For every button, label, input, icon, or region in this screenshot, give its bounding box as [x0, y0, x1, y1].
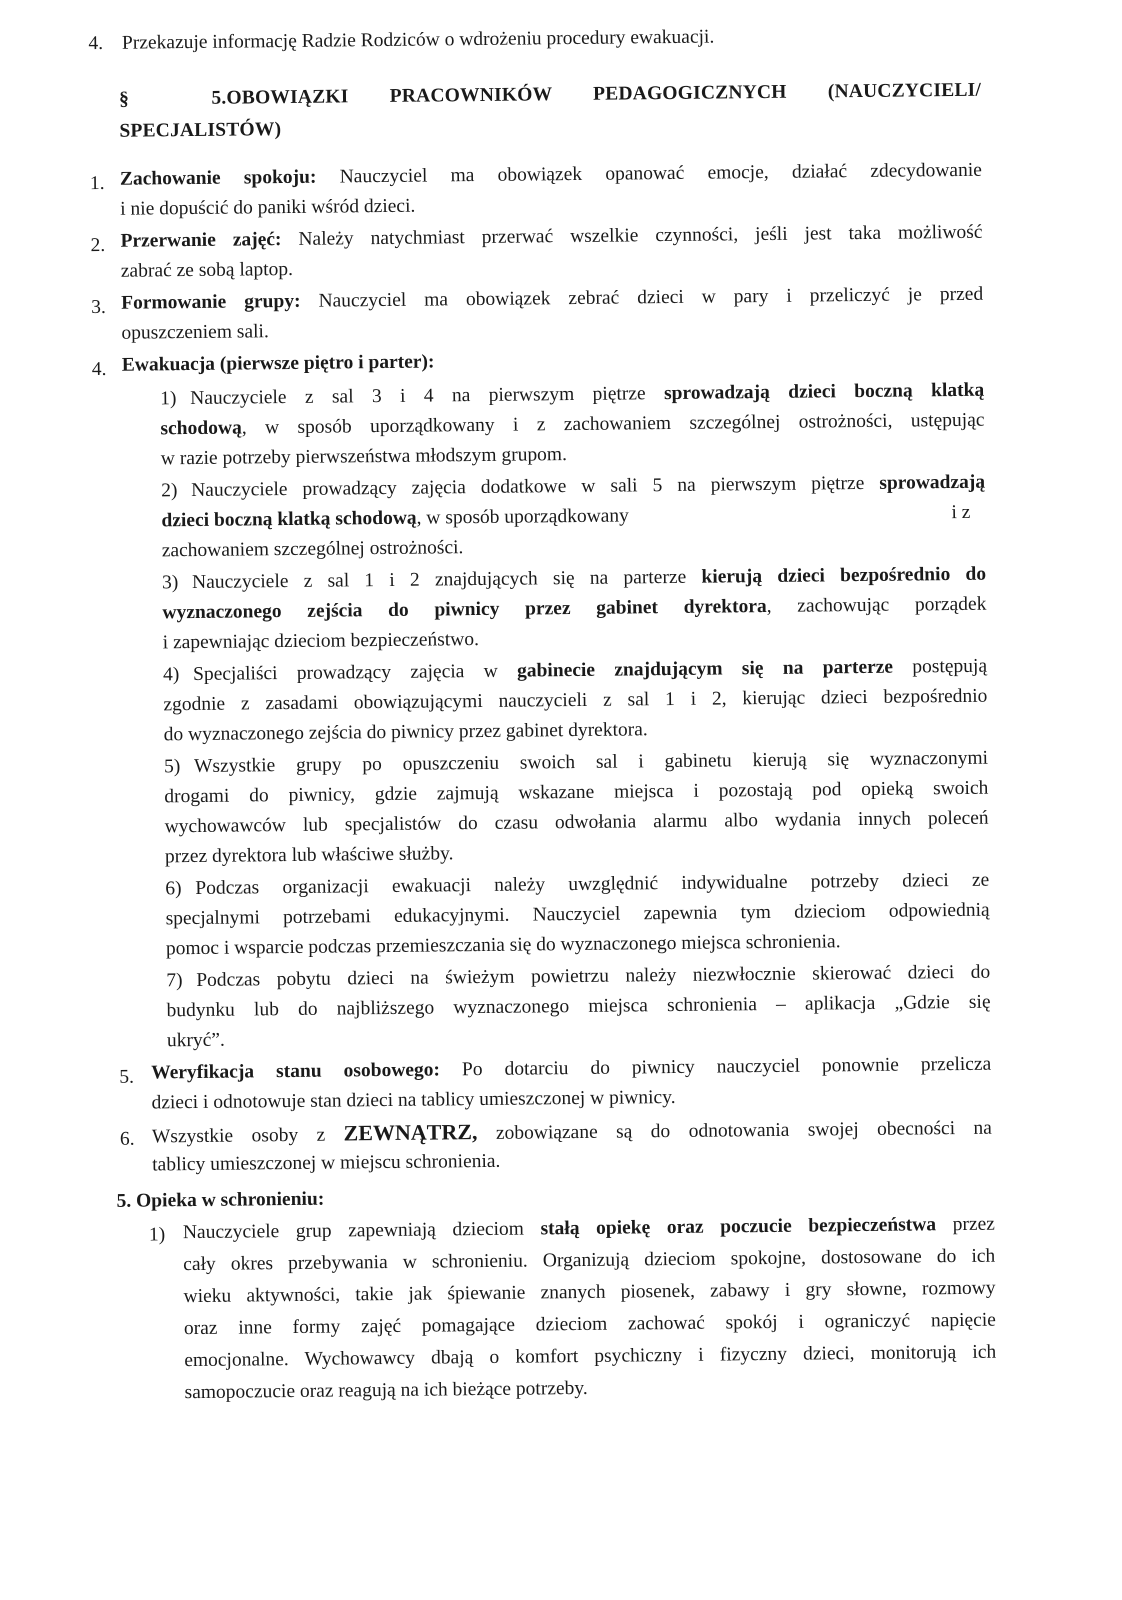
subitem-line: zachowaniem szczególnej ostrożności.: [161, 537, 464, 562]
item-title: Zachowanie spokoju:: [119, 166, 317, 190]
subitem: Nauczyciele grup zapewniają dzieciom stałą opiekę oraz poczucie bezpieczeństwa przez: [182, 1213, 995, 1244]
item-title: Ewakuacja (pierwsze piętro i parter):: [121, 351, 435, 376]
subitem-number: 7): [166, 970, 183, 992]
subitem-line: cały okres przebywania w schronieniu. Organizują dzieciom spokojne, dostosowane do ich: [183, 1245, 996, 1276]
subitem-line: emocjonalne. Wychowawcy dbają o komfort psychiczny i fizyczny dzieci, monitorują ich: [184, 1341, 997, 1372]
subitem-line: budynku lub do najbliższego wyznaczonego miejsca schronienia – aplikacja „Gdzie się: [166, 991, 991, 1022]
item-text: tablicy umieszczonej w miejscu schronienia.: [152, 1150, 501, 1176]
subitem-line: dzieci boczną klatką schodową, w sposób uporządkowany: [161, 505, 630, 532]
subitem-number: 6): [165, 878, 182, 900]
item-number: 2.: [90, 234, 106, 257]
subitem-line: ukryć”.: [166, 1029, 225, 1052]
item-text: zabrać ze sobą laptop.: [120, 258, 294, 282]
subitem: Wszystkie grupy po opuszczeniu swoich sal i gabinetu kierują się wyznaczonymi: [193, 747, 989, 778]
subitem-line: specjalnymi potrzebami edukacyjnymi. Nauczyciel zapewnia tym dzieciom odpowiednią: [165, 899, 990, 930]
subitem: Nauczyciele prowadzący zajęcia dodatkowe w sali 5 na pierwszym piętrze sprowadzają: [191, 471, 986, 502]
intro-item: [88, 23, 714, 60]
subitem-line: i zapewniając dzieciom bezpieczeństwo.: [162, 629, 480, 654]
item-title: Formowanie grupy:: [121, 290, 301, 314]
intro-text: Przekazuje informację Radzie Rodziców o wdrożeniu procedury ewakuacji.: [121, 26, 715, 54]
item-number: 6.: [119, 1128, 135, 1150]
subitem: Nauczyciele z sal 3 i 4 na pierwszym piętrze sprowadzają dzieci boczną klatką: [190, 379, 985, 410]
section-title: § 5.OBOWIĄZKI PRACOWNIKÓW PEDAGOGICZNYCH (NAUCZYCIELI/: [118, 79, 982, 110]
subitem-line-tail: i z: [951, 501, 971, 524]
item-number: 3.: [91, 296, 106, 319]
item-text: i nie dopuścić do paniki wśród dzieci.: [120, 195, 416, 220]
subitem-number: 4): [162, 664, 180, 686]
subitem-line: wyznaczonego zejścia do piwnicy przez gabinet dyrektora, zachowując porządek: [162, 593, 987, 624]
subitem-line: oraz inne formy zajęć pomagające dzieciom zachować spokój i ograniczyć napięcie: [183, 1309, 996, 1340]
subitem: Nauczyciele z sal 1 i 2 znajdujących się na parterze kierują dzieci bezpośrednio do: [192, 563, 987, 594]
list-item: Przerwanie zajęć: Należy natychmiast przerwać wszelkie czynności, jeśli jest taka możliwość: [120, 221, 983, 252]
subsection-heading: 5. Opieka w schronieniu:: [116, 1188, 325, 1212]
subitem-line: wychowawców lub specjalistów do czasu odwołania alarmu albo wydania innych poleceń: [164, 807, 989, 838]
subitem: Specjaliści prowadzący zajęcia w gabinecie znajdującym się na parterze postępują: [192, 655, 988, 686]
list-item: Zachowanie spokoju: Nauczyciel ma obowiązek opanować emocje, działać zdecydowanie: [119, 159, 982, 190]
section-title-line2: SPECJALISTÓW): [119, 119, 282, 142]
subitem: Podczas pobytu dzieci na świeżym powietrzu należy niezwłocznie skierować dzieci do: [196, 961, 991, 991]
item-text: opuszczeniem sali.: [121, 321, 269, 344]
subitem-line: pomoc i wsparcie podczas przemieszczania się do wyznaczonego miejsca schronienia.: [165, 931, 841, 960]
item-text: dzieci i odnotowuje stan dzieci na tablicy umieszczonej w piwnicy.: [151, 1086, 676, 1114]
list-item: Weryfikacja stanu osobowego: Po dotarciu do piwnicy nauczyciel ponownie przelicza: [151, 1053, 992, 1084]
subitem-line: samopoczucie oraz reagują na ich bieżące potrzeby.: [184, 1377, 588, 1404]
subitem-line: w razie potrzeby pierwszeństwa młodszym grupom.: [160, 444, 568, 470]
subitem-line: schodową, w sposób uporządkowany i z zachowaniem szczególnej ostrożności, ustępując: [160, 409, 985, 440]
list-item: Formowanie grupy: Nauczyciel ma obowiązek zebrać dzieci w pary i przeliczyć je przed: [121, 283, 984, 314]
subitem-line: drogami do piwnicy, gdzie zajmują wskazane miejsca i pozostają pod opieką swoich: [164, 777, 989, 808]
subitem-line: przez dyrektora lub właściwe służby.: [164, 843, 454, 868]
subitem-line: wieku aktywności, takie jak śpiewanie znanych piosenek, zabawy i gry słowne, rozmowy: [183, 1277, 996, 1308]
subitem-line: do wyznaczonego zejścia do piwnicy przez gabinet dyrektora.: [163, 719, 648, 746]
item-number: 5.: [119, 1066, 135, 1088]
intro-number: 4.: [88, 32, 104, 55]
subitem-number: 1): [160, 388, 177, 410]
subitem-number: 5): [163, 756, 181, 778]
item-number: 4.: [91, 358, 107, 381]
subitem: Podczas organizacji ewakuacji należy uwzględnić indywidualne potrzeby dzieci ze: [195, 869, 990, 900]
subitem-number: 2): [161, 480, 178, 502]
item-title: Przerwanie zajęć:: [120, 229, 282, 252]
list-item: Wszystkie osoby z ZEWNĄTRZ, zobowiązane są do odnotowania swojej obecności na: [151, 1117, 992, 1148]
section-symbol: §: [118, 88, 130, 110]
item-number: 1.: [89, 172, 105, 195]
subitem-line: zgodnie z zasadami obowiązującymi nauczycieli z sal 1 i 2, kierując dzieci bezpośrednio: [163, 685, 988, 716]
subitem-number: 1): [148, 1224, 166, 1246]
subitem-number: 3): [162, 572, 179, 594]
